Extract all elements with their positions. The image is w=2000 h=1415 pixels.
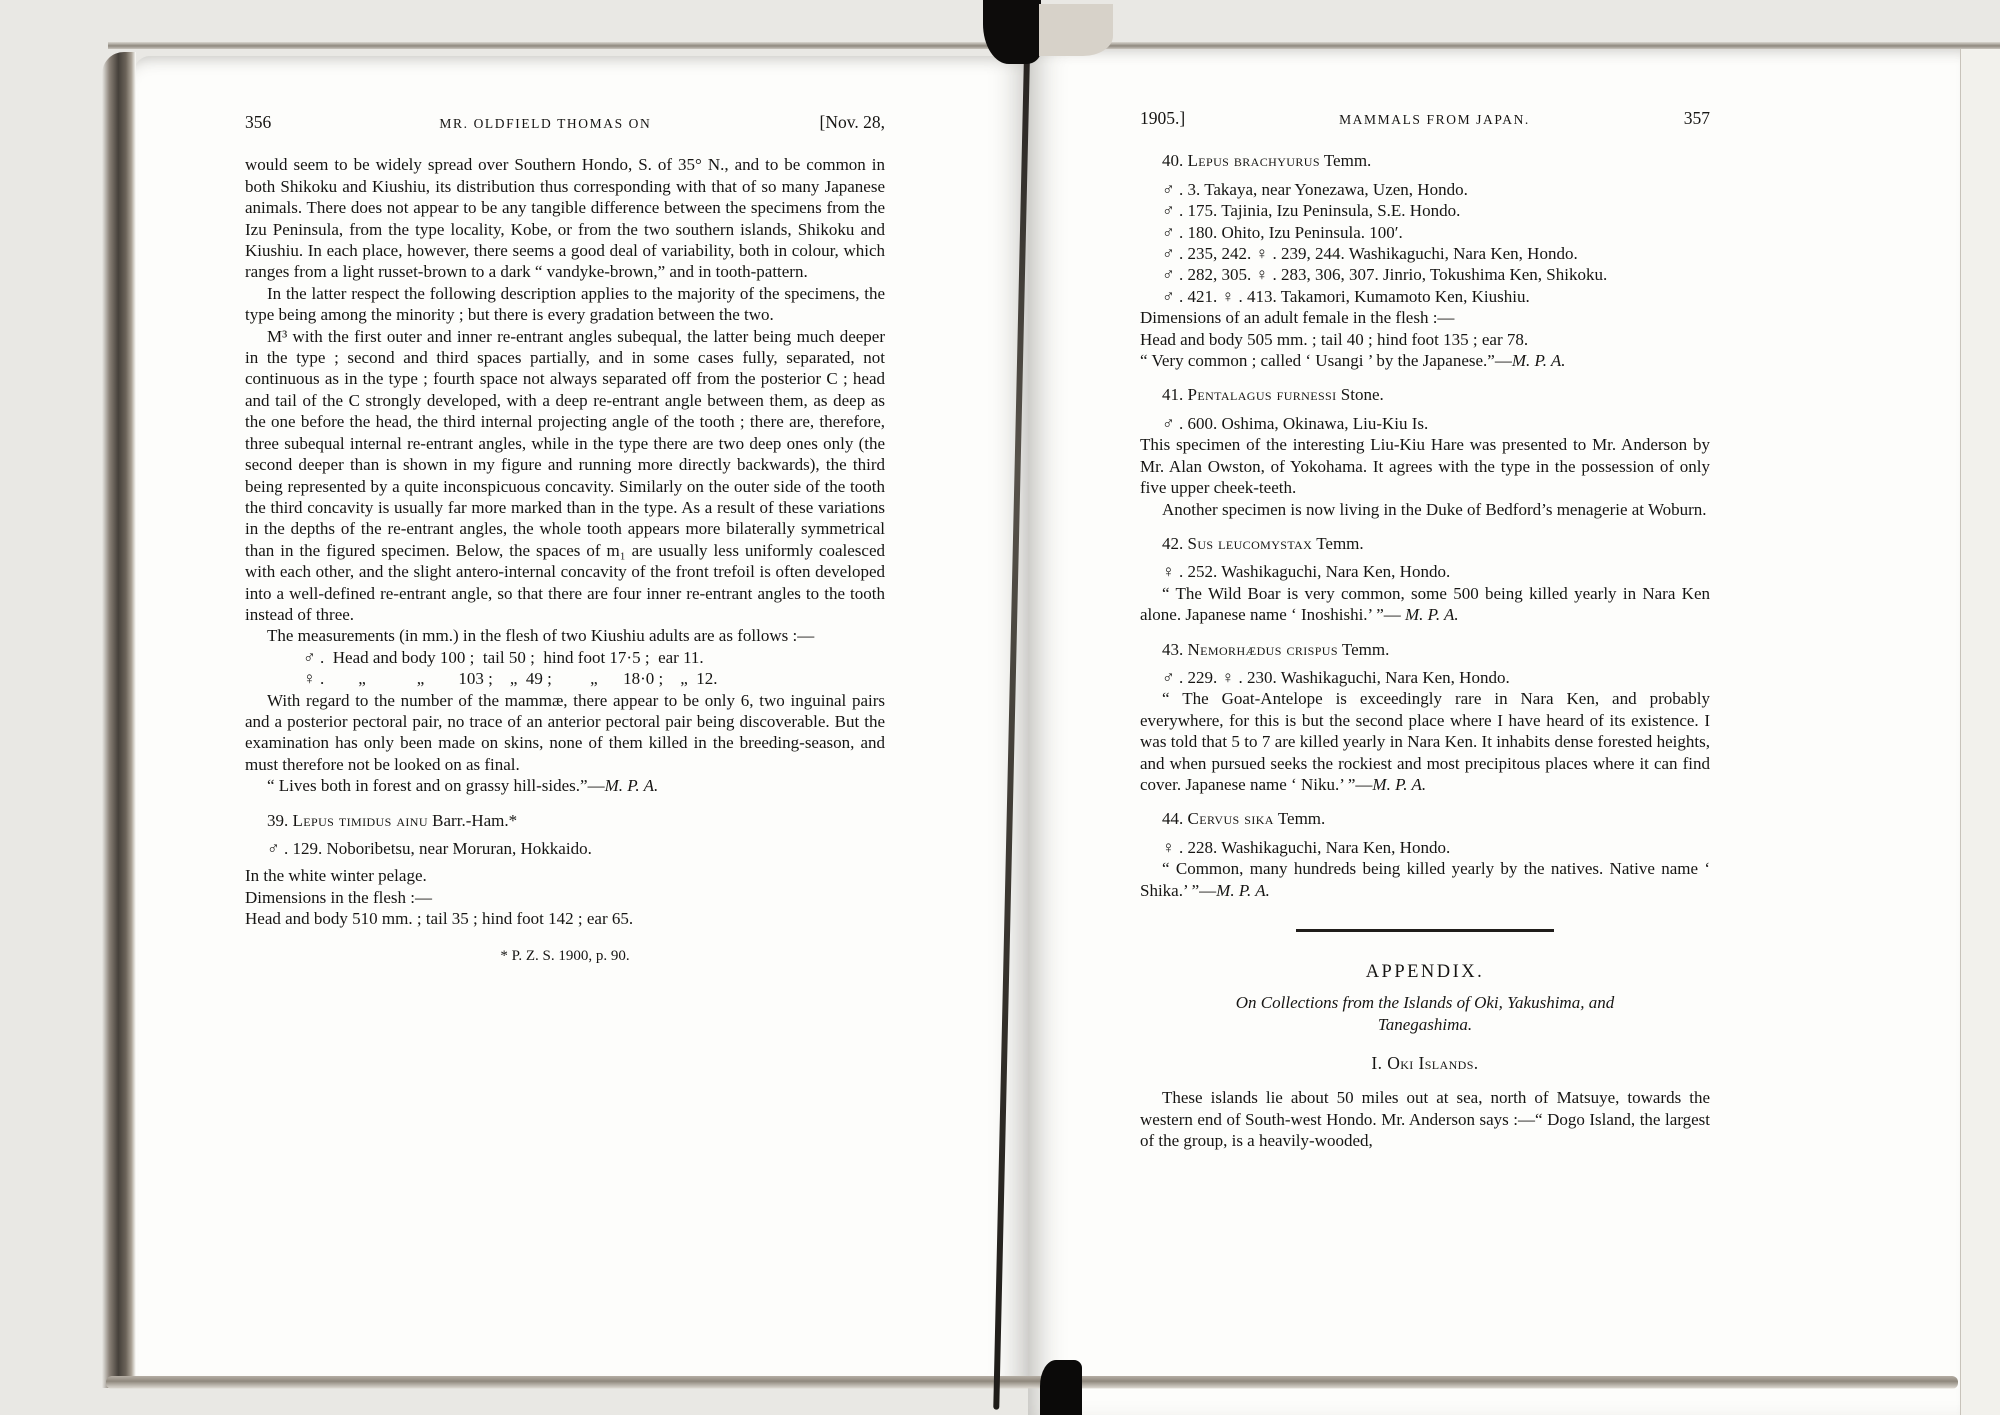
paragraph: With regard to the number of the mammæ, there appear to be only 6, two inguinal pairs and a posterior pectoral pair, no trace of an anterior pectoral pair being discoverable. But the examination has only been made on skins, none of them killed in the breeding-season, and must therefore not be looked on as final. (245, 690, 885, 774)
species-heading (245, 810, 885, 831)
specimen-line: ♂ . 600. Oshima, Okinawa, Liu-Kiu Is. (1162, 413, 1429, 433)
appendix-section (1140, 929, 1710, 1152)
left-running-header: MR. OLDFIELD THOMAS ON (439, 116, 652, 131)
quote-text: “ Common, many hundreds being killed yearly by the natives. Native name ‘ Shika.’ ”— (1140, 859, 1710, 900)
quote-paragraph (245, 775, 885, 796)
left-page-header (245, 112, 885, 134)
footnote: * P. Z. S. 1900, p. 90. (500, 947, 630, 964)
note-line: Head and body 510 mm. ; tail 35 ; hind foot 142 ; ear 65. (245, 909, 634, 929)
right-running-header: MAMMALS FROM JAPAN. (1339, 112, 1530, 127)
appendix-subsection-heading: I. Oki Islands. (1371, 1052, 1479, 1073)
species-name: Cervus sika (1187, 809, 1274, 829)
species-heading (1140, 533, 1710, 554)
note-line: Dimensions of an adult female in the flesh :— (1140, 308, 1455, 328)
species-heading (1140, 384, 1710, 405)
paragraph: In the latter respect the following description applies to the majority of the specimens, the type being among the minority ; but there is every gradation between the two. (245, 283, 885, 325)
left-page-text-column (245, 112, 885, 967)
underlying-pages-right (1961, 49, 2000, 1415)
note-line: Head and body 505 mm. ; tail 40 ; hind foot 135 ; ear 78. (1140, 329, 1529, 349)
specimen-line: ♀ . 228. Washikaguchi, Nara Ken, Hondo. (1162, 837, 1451, 857)
measurement-line-male: ♂ . Head and body 100 ; tail 50 ; hind foot 17·5 ; ear 11. (303, 647, 704, 667)
quote-paragraph (1140, 688, 1710, 795)
species-number: 43. (1162, 639, 1184, 659)
species-number: 40. (1162, 151, 1184, 171)
appendix-paragraph: These islands lie about 50 miles out at sea, north of Matsuye, towards the western end of South-west Hondo. Mr. Anderson says :—“ Dogo Island, the largest of the group, is a heavily-wooded, (1140, 1088, 1710, 1151)
species-authority: Barr.-Ham.* (432, 810, 518, 830)
paragraph: would seem to be widely spread over Southern Hondo, S. of 35° N., and to be common in both Shikoku and Kiushiu, its distribution thus corresponding with that of so many Japanese animals. There does not appear to be any tangible difference between the specimens from the Izu Peninsula, from the type locality, Kobe, or from the two southern islands, Shikoku and Kiushiu. In each place, however, there seems a good deal of variability, both in colour, which ranges from a light russet-brown to a dark “ vandyke-brown,” and in tooth-pattern. (245, 155, 885, 282)
right-header-year: 1905.] (1140, 108, 1186, 128)
paragraph: This specimen of the interesting Liu-Kiu Hare was presented to Mr. Anderson by Mr. Alan Owston, of Yokohama. It agrees with the type in the possession of only five upper cheek-teeth. (1140, 435, 1710, 498)
species-number: 44. (1162, 809, 1184, 829)
species-authority: Temm. (1277, 809, 1326, 829)
right-page-number: 357 (1683, 108, 1710, 128)
species-name: Pentalagus furnessi (1187, 385, 1337, 405)
attribution: M. P. A. (1372, 774, 1427, 794)
specimen-line: ♂ . 229. ♀ . 230. Washikaguchi, Nara Ken, Hondo. (1162, 667, 1510, 687)
quote-text: “ Very common ; called ‘ Usangi ’ by the Japanese.”— (1140, 351, 1512, 371)
appendix-subtitle: On Collections from the Islands of Oki, Yakushima, and Tanegashima. (1235, 992, 1615, 1034)
quote-paragraph (1140, 583, 1710, 626)
species-authority: Stone. (1340, 385, 1384, 405)
note-line: In the white winter pelage. (245, 866, 427, 886)
book-left-edge (102, 52, 136, 1388)
spine-top-pages (1039, 4, 1113, 56)
species-number: 39. (267, 810, 289, 830)
specimen-line: ♂ . 175. Tajinia, Izu Peninsula, S.E. Hondo. (1162, 201, 1461, 221)
quote-paragraph (1140, 350, 1710, 371)
specimen-line: ♂ . 129. Noboribetsu, near Moruran, Hokkaido. (267, 839, 592, 858)
right-page-text-column (1140, 108, 1710, 1152)
paragraph: M³ with the first outer and inner re-entrant angles subequal, the latter being much deeper in the type ; second and third spaces partially, and in some cases fully, separated, not continuous as in the type ; fourth space not always separated off from the posterior C ; head and tail of the C strongly developed, with a deep re-entrant angle between them, as deep as the one before the head, the third internal projecting angle of the tooth ; there are, therefore, three subequal internal re-entrant angles, while in the type there are two deep ones only (the second deeper than is shown in my figure and running more directly backwards), the third being represented by a quite inconspicuous concavity. Similarly on the outer side of the tooth the third concavity is usually far more marked than in the type. As a result of these variations in the depths of the re-entrant angles, the whole tooth appears more bilaterally symmetrical than in the figured specimen. Below, the spaces of m₁ are usually less uniformly coalesced with each other, and the slight antero-internal concavity of the front trefoil is often developed into a well-defined re-entrant angle, so that there are four inner re-entrant angles to the tooth instead of three. (245, 326, 885, 624)
spine-top-band (983, 0, 1041, 64)
appendix-title: APPENDIX. (1365, 961, 1485, 982)
appendix-divider (1296, 929, 1554, 932)
species-authority: Temm. (1341, 639, 1390, 659)
species-name: Sus leucomystax (1187, 533, 1313, 553)
left-page-number: 356 (245, 112, 272, 132)
measurement-line-female: ♀ . „ „ 103 ; „ 49 ; „ 18·0 ; „ 12. (303, 669, 718, 689)
attribution: M. P. A. (1405, 605, 1459, 625)
spine-bottom-band (1040, 1360, 1082, 1415)
species-authority: Temm. (1316, 533, 1364, 553)
specimen-line: ♂ . 3. Takaya, near Yonezawa, Uzen, Hondo. (1162, 179, 1468, 199)
quote-text: “ The Goat-Antelope is exceedingly rare in Nara Ken, and probably everywhere, for this is but the second place where I have heard of its existence. I was told that 5 to 7 are killed yearly in Nara Ken. It inhabits dense forested heights, and when pursued seeks the rockiest and most precipitous places where it can find cover. Japanese name ‘ Niku.’ ”— (1140, 689, 1710, 794)
species-name: Lepus brachyurus (1187, 151, 1320, 171)
species-name: Nemorhædus crispus (1187, 639, 1338, 659)
attribution: M. P. A. (604, 776, 659, 796)
specimen-line: ♂ . 180. Ohito, Izu Peninsula. 100′. (1162, 222, 1403, 242)
quote-paragraph (1140, 858, 1710, 901)
species-number: 42. (1162, 533, 1184, 553)
specimen-line: ♂ . 282, 305. ♀ . 283, 306, 307. Jinrio, Tokushima Ken, Shikoku. (1162, 265, 1608, 285)
attribution: M. P. A. (1511, 351, 1566, 371)
species-heading (1140, 808, 1710, 829)
note-line: Dimensions in the flesh :— (245, 887, 432, 907)
species-heading (1140, 150, 1710, 171)
species-authority: Temm. (1323, 151, 1372, 171)
attribution: M. P. A. (1216, 880, 1270, 900)
specimen-line: ♂ . 421. ♀ . 413. Takamori, Kumamoto Ken, Kiushiu. (1162, 286, 1530, 306)
left-header-date: [Nov. 28, (819, 112, 885, 132)
paragraph: Another specimen is now living in the Duke of Bedford’s menagerie at Woburn. (1162, 499, 1707, 519)
specimen-line: ♀ . 252. Washikaguchi, Nara Ken, Hondo. (1162, 562, 1451, 582)
paragraph: The measurements (in mm.) in the flesh of two Kiushiu adults are as follows :— (267, 626, 815, 646)
specimen-line: ♂ . 235, 242. ♀ . 239, 244. Washikaguchi, Nara Ken, Hondo. (1162, 244, 1578, 264)
species-heading (1140, 639, 1710, 660)
quote-text: “ Lives both in forest and on grassy hill-sides.”— (267, 776, 605, 796)
right-page-header (1140, 108, 1710, 130)
quote-text: “ The Wild Boar is very common, some 500 being killed yearly in Nara Ken alone. Japanese name ‘ Inoshishi.’ ”— (1140, 583, 1710, 625)
species-name: Lepus timidus ainu (292, 810, 428, 830)
species-number: 41. (1162, 385, 1184, 405)
book-bottom-edge (106, 1376, 1958, 1389)
